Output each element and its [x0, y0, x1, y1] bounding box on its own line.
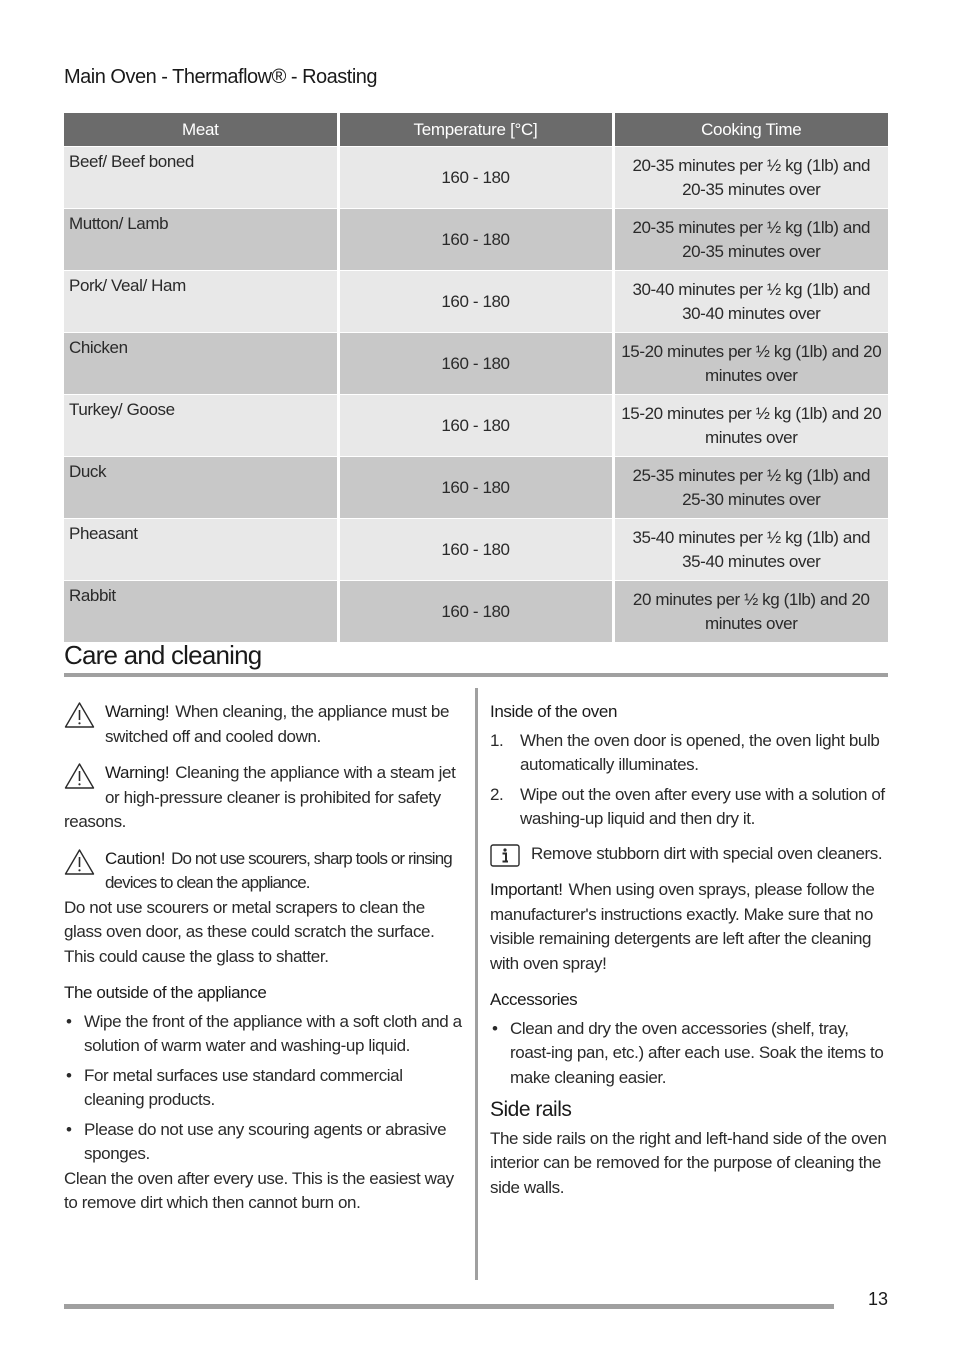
- cooking-time-line1: 20 minutes per ½ kg (1lb) and 20: [632, 589, 870, 609]
- warning-label: Warning!: [105, 702, 170, 721]
- warning-note: [64, 700, 464, 749]
- warning-triangle-icon: [64, 701, 95, 729]
- table-row: [64, 147, 888, 209]
- cooking-time-line2: minutes over: [704, 365, 798, 385]
- inside-list: [490, 729, 890, 832]
- header-meat: Meat: [64, 113, 338, 147]
- section-divider: [64, 673, 888, 677]
- list-item: [64, 1064, 464, 1113]
- warning-text: When cleaning, the appliance must be switched off and cooled down.: [105, 702, 450, 746]
- list-item: [64, 1118, 464, 1167]
- important-paragraph: [490, 878, 890, 976]
- table-row: [64, 395, 888, 457]
- outside-heading: The outside of the appliance: [64, 983, 267, 1002]
- table-row: [64, 519, 888, 581]
- cooking-time-cell: [613, 457, 888, 519]
- warning-label: Warning!: [105, 763, 170, 782]
- list-number: 2.: [490, 784, 504, 804]
- temperature-cell: 160 - 180: [338, 147, 613, 209]
- list-item: [490, 1017, 890, 1091]
- list-item-text: When the oven door is opened, the oven light bulb automatically illuminates.: [520, 730, 880, 774]
- bullet-icon: •: [66, 1065, 72, 1085]
- temperature-cell: 160 - 180: [338, 333, 613, 395]
- after-use-paragraph: Clean the oven after every use. This is the easiest way to remove dirt which then cannot burn on.: [64, 1168, 454, 1212]
- cooking-time-line2: minutes over: [704, 427, 798, 447]
- cooking-time-line1: 20-35 minutes per ½ kg (1lb) and: [632, 217, 871, 237]
- cooking-time-line2: 30-40 minutes over: [682, 303, 821, 323]
- cooking-time-line2: minutes over: [704, 613, 798, 633]
- accessories-list: [490, 1017, 890, 1091]
- left-column: [64, 700, 464, 1222]
- meat-cell: Chicken: [64, 333, 338, 395]
- warning-triangle-icon: [64, 848, 95, 876]
- list-item-text: Wipe the front of the appliance with a soft cloth and a solution of warm water and washing-up liquid.: [84, 1011, 462, 1055]
- section-title: Care and cleaning: [64, 640, 262, 670]
- warning-text: Cleaning the appliance with a steam jet or high-pressure cleaner is prohibited for safety: [105, 763, 456, 807]
- caution-text: Do not use scourers, sharp tools or rinsing devices to clean the appliance.: [105, 848, 452, 892]
- table-header-row: [64, 113, 888, 147]
- cooking-time-line2: 20-35 minutes over: [682, 179, 821, 199]
- bullet-icon: •: [66, 1119, 72, 1139]
- cooking-time-line1: 20-35 minutes per ½ kg (1lb) and: [632, 155, 871, 175]
- bullet-icon: •: [66, 1011, 72, 1031]
- warning-triangle-icon: [64, 762, 95, 790]
- list-item-text: Please do not use any scouring agents or abrasive sponges.: [84, 1119, 447, 1163]
- meat-cell: Beef/ Beef boned: [64, 147, 338, 209]
- cooking-time-line1: 15-20 minutes per ½ kg (1lb) and 20: [621, 403, 882, 423]
- list-number: 1.: [490, 730, 504, 750]
- header-temperature: Temperature [°C]: [338, 113, 613, 147]
- temperature-cell: 160 - 180: [338, 581, 613, 643]
- cooking-time-line2: 25-30 minutes over: [682, 489, 821, 509]
- list-item-text: For metal surfaces use standard commercial cleaning products.: [84, 1065, 403, 1109]
- cooking-time-cell: [613, 395, 888, 457]
- warning-text-tail: reasons.: [64, 812, 127, 831]
- meat-cell: Pheasant: [64, 519, 338, 581]
- info-icon: [490, 844, 520, 867]
- list-item-text: Clean and dry the oven accessories (shelf, tray, roast-ing pan, etc.) after each use. Soak the items to make cleaning easier.: [510, 1018, 884, 1087]
- footer-divider: [64, 1304, 834, 1309]
- temperature-cell: 160 - 180: [338, 457, 613, 519]
- cooking-time-cell: [613, 147, 888, 209]
- cooking-time-line1: 15-20 minutes per ½ kg (1lb) and 20: [621, 341, 882, 361]
- glass-door-paragraph: Do not use scourers or metal scrapers to clean the glass oven door, as these could scratch the surface. This could cause the glass to shatter.: [64, 897, 435, 966]
- list-item: [64, 1010, 464, 1059]
- cooking-time-cell: [613, 271, 888, 333]
- table-row: [64, 581, 888, 643]
- temperature-cell: 160 - 180: [338, 271, 613, 333]
- right-column: [490, 700, 890, 1206]
- temperature-cell: 160 - 180: [338, 209, 613, 271]
- caution-note: [64, 847, 464, 896]
- column-divider: [475, 688, 478, 1280]
- temperature-cell: 160 - 180: [338, 519, 613, 581]
- cooking-time-line1: 35-40 minutes per ½ kg (1lb) and: [632, 527, 871, 547]
- cooking-time-cell: [613, 581, 888, 643]
- table-row: [64, 209, 888, 271]
- outside-list: [64, 1010, 464, 1167]
- list-item-text: Wipe out the oven after every use with a solution of washing-up liquid and then dry it.: [520, 784, 885, 828]
- table-row: [64, 271, 888, 333]
- meat-cell: Turkey/ Goose: [64, 395, 338, 457]
- cooking-time-line2: 35-40 minutes over: [682, 551, 821, 571]
- important-text: When using oven sprays, please follow the manufacturer's instructions exactly. Make sure that no visible remaining detergents are left after the cleaning with oven spray!: [490, 880, 875, 973]
- side-rails-paragraph: The side rails on the right and left-hand side of the oven interior can be removed for the purpose of cleaning the side walls.: [490, 1128, 887, 1197]
- side-rails-heading: Side rails: [490, 1098, 572, 1121]
- info-note: [490, 842, 890, 867]
- temperature-cell: 160 - 180: [338, 395, 613, 457]
- meat-cell: Pork/ Veal/ Ham: [64, 271, 338, 333]
- table-title: Main Oven - Thermaflow® - Roasting: [64, 66, 378, 88]
- info-text: Remove stubborn dirt with special oven cleaners.: [531, 843, 883, 863]
- cooking-time-line2: 20-35 minutes over: [682, 241, 821, 261]
- header-cooking-time: Cooking Time: [613, 113, 888, 147]
- list-item: [490, 783, 890, 832]
- table-row: [64, 457, 888, 519]
- cooking-time-cell: [613, 519, 888, 581]
- accessories-heading: Accessories: [490, 990, 578, 1009]
- page-number: 13: [868, 1289, 889, 1309]
- roasting-table: [64, 113, 888, 642]
- important-label: Important!: [490, 880, 563, 899]
- meat-cell: Rabbit: [64, 581, 338, 643]
- cooking-time-line1: 30-40 minutes per ½ kg (1lb) and: [632, 279, 871, 299]
- cooking-time-line1: 25-35 minutes per ½ kg (1lb) and: [632, 465, 871, 485]
- caution-label: Caution!: [105, 848, 166, 868]
- inside-heading: Inside of the oven: [490, 702, 618, 721]
- meat-cell: Duck: [64, 457, 338, 519]
- list-item: [490, 729, 890, 778]
- warning-note: [64, 761, 464, 835]
- bullet-icon: •: [492, 1018, 498, 1038]
- cooking-time-cell: [613, 333, 888, 395]
- cooking-time-cell: [613, 209, 888, 271]
- table-row: [64, 333, 888, 395]
- meat-cell: Mutton/ Lamb: [64, 209, 338, 271]
